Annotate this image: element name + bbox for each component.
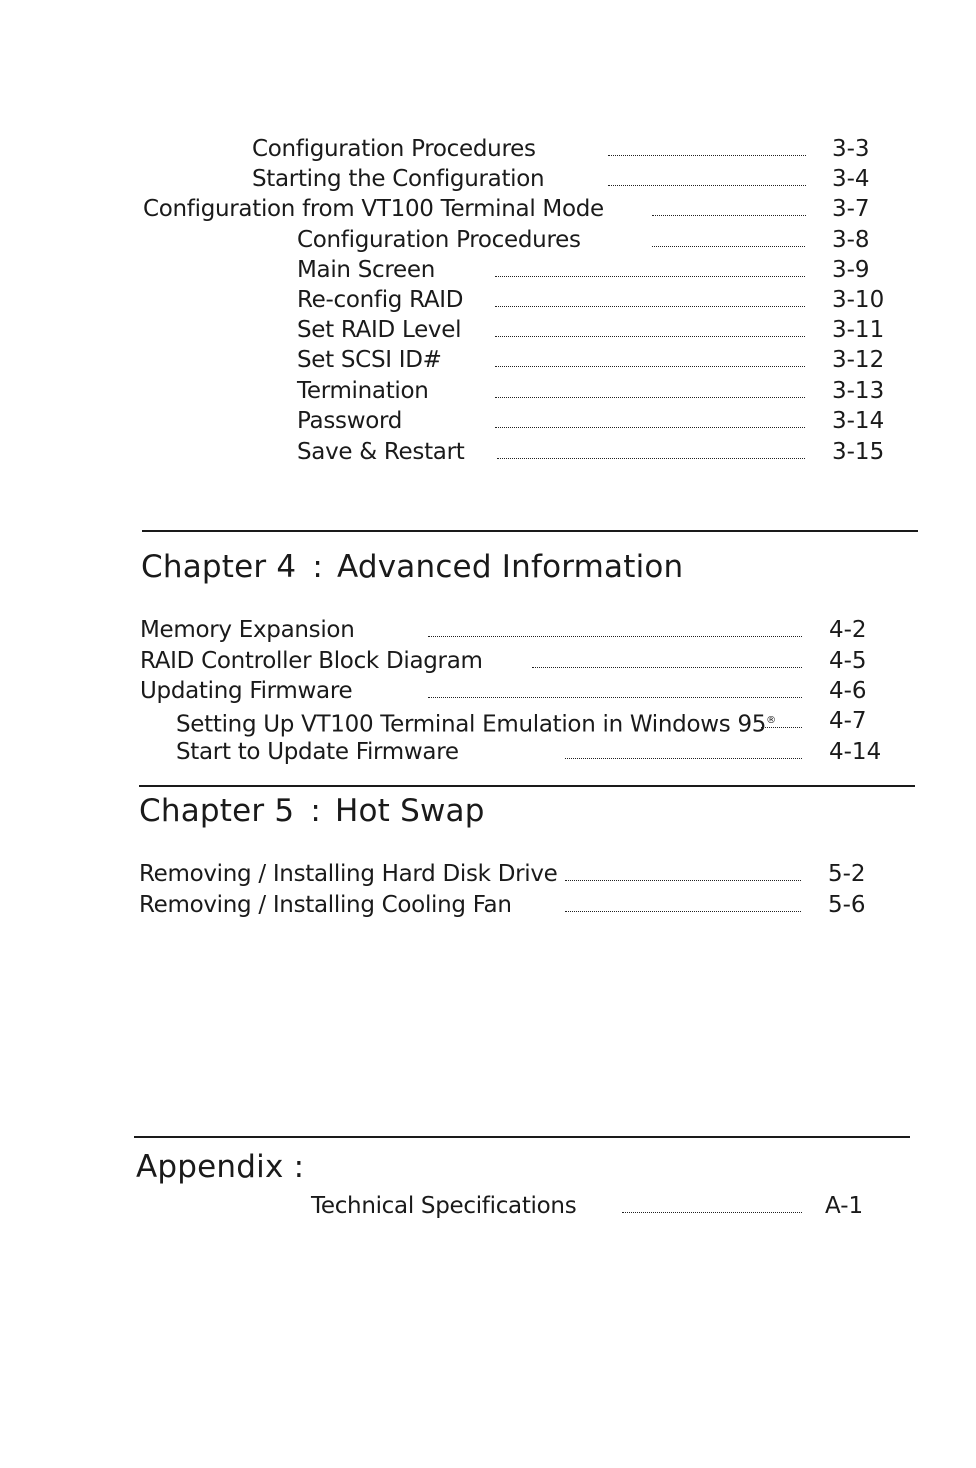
- entry-title: Set SCSI ID#: [297, 347, 442, 373]
- entry-title: Set RAID Level: [297, 317, 462, 343]
- chapter-title: Hot Swap: [334, 793, 485, 829]
- dot-leader: [761, 727, 802, 728]
- entry-title: Removing / Installing Hard Disk Drive: [139, 861, 558, 887]
- entry-page-number: 5-6: [828, 892, 866, 918]
- dot-leader: [428, 697, 802, 698]
- dot-leader: [495, 427, 805, 428]
- chapter-title: Advanced Information: [336, 549, 684, 585]
- chapter-heading: [139, 793, 485, 829]
- dot-leader: [608, 155, 806, 156]
- chapter-label: Chapter 4: [141, 549, 297, 585]
- dot-leader: [495, 306, 805, 307]
- dot-leader: [428, 636, 802, 637]
- section-divider: [134, 1136, 910, 1138]
- entry-title: [176, 706, 776, 740]
- entry-title: Main Screen: [297, 257, 435, 283]
- dot-leader: [495, 336, 805, 337]
- registered-mark: ®: [766, 715, 776, 726]
- entry-title: Termination: [297, 378, 429, 404]
- dot-leader: [652, 246, 805, 247]
- dot-leader: [565, 758, 802, 759]
- entry-page-number: A-1: [825, 1193, 864, 1219]
- dot-leader: [497, 458, 805, 459]
- dot-leader: [565, 880, 801, 881]
- entry-page-number: 4-5: [829, 648, 867, 674]
- entry-page-number: 4-6: [829, 678, 867, 704]
- chapter-heading: [141, 549, 683, 585]
- chapter-separator: :: [310, 793, 321, 829]
- entry-title: Save & Restart: [297, 439, 465, 465]
- entry-page-number: 3-15: [832, 439, 885, 465]
- entry-page-number: 4-14: [829, 739, 882, 765]
- dot-leader: [565, 911, 801, 912]
- dot-leader: [495, 397, 805, 398]
- entry-title: Configuration Procedures: [297, 227, 581, 253]
- section-divider: [139, 785, 915, 787]
- entry-page-number: 3-14: [832, 408, 885, 434]
- section-divider: [142, 530, 918, 532]
- entry-title: Updating Firmware: [140, 678, 353, 704]
- entry-title: Start to Update Firmware: [176, 739, 459, 765]
- dot-leader: [495, 366, 805, 367]
- entry-page-number: 4-2: [829, 617, 867, 643]
- entry-page-number: 3-13: [832, 378, 885, 404]
- entry-title: Configuration from VT100 Terminal Mode: [143, 196, 604, 222]
- dot-leader: [532, 667, 802, 668]
- entry-title: Starting the Configuration: [252, 166, 545, 192]
- chapter-label: Chapter 5: [139, 793, 295, 829]
- entry-title: RAID Controller Block Diagram: [140, 648, 483, 674]
- entry-title-text: Setting Up VT100 Terminal Emulation in Windows 95: [176, 711, 767, 738]
- entry-page-number: 3-12: [832, 347, 885, 373]
- entry-title: Removing / Installing Cooling Fan: [139, 892, 512, 918]
- entry-page-number: 3-7: [832, 196, 870, 222]
- dot-leader: [652, 215, 806, 216]
- entry-page-number: 3-10: [832, 287, 885, 313]
- dot-leader: [495, 276, 805, 277]
- chapter-separator: :: [312, 549, 323, 585]
- dot-leader: [622, 1212, 802, 1213]
- dot-leader: [608, 185, 806, 186]
- entry-page-number: 3-3: [832, 136, 870, 162]
- appendix-heading: Appendix :: [136, 1149, 305, 1185]
- entry-title: Technical Specifications: [311, 1193, 577, 1219]
- entry-page-number: 3-4: [832, 166, 870, 192]
- entry-page-number: 5-2: [828, 861, 866, 887]
- entry-title: Password: [297, 408, 403, 434]
- entry-title: Configuration Procedures: [252, 136, 536, 162]
- entry-page-number: 4-7: [829, 708, 867, 734]
- entry-page-number: 3-11: [832, 317, 885, 343]
- entry-page-number: 3-9: [832, 257, 870, 283]
- entry-title: Re-config RAID: [297, 287, 464, 313]
- entry-page-number: 3-8: [832, 227, 870, 253]
- entry-title: Memory Expansion: [140, 617, 355, 643]
